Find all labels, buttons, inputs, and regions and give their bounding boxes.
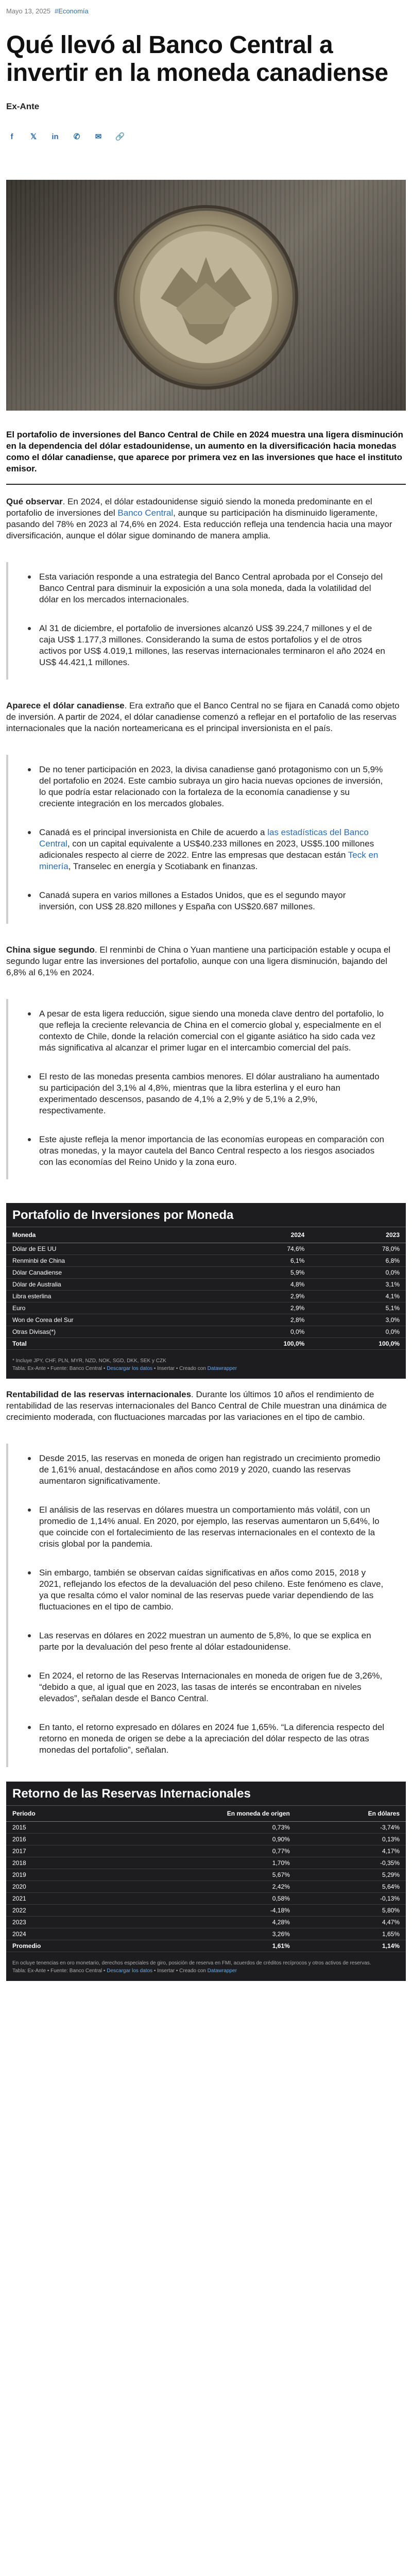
central-bank-emblem-image [6,180,406,411]
portfolio-by-currency-table [6,1203,406,1379]
table-row: 2023 4,28% 4,47% [6,1917,406,1928]
table-row: 2024 3,26% 1,65% [6,1928,406,1940]
column-header: 2024 [216,1227,311,1243]
download-data-link[interactable]: Descargar los datos [107,1366,153,1371]
copy-link-icon[interactable]: 🔗 [115,132,125,141]
paragraph-que-observar: Qué observar. En 2024, el dólar estadounidense siguió siendo la moneda predominante en el portafolio de inversiones del Banco Central, aunque su participación ha disminuido ligeramente, pasando del 78% en 2023 al 74,6% en 2024. Esta reducción refleja una tendencia hacia una mayor diversificación, aunque el dólar sigue dominando de manera amplia. [6,497,392,540]
category-tag[interactable]: #Economía [55,7,89,15]
highlight-box-4 [6,1444,406,1767]
datawrapper-link[interactable]: Datawrapper [207,1968,237,1974]
table-title: Retorno de las Reservas Internacionales [6,1782,406,1806]
table-row: 2021 0,58% -0,13% [6,1893,406,1905]
link-banco-central[interactable]: Banco Central [117,508,174,518]
list-item: Esta variación responde a una estrategia del Banco Central aprobada por el Consejo del Banco Central para disminuir la exposición a una sola moneda, dada la volatilidad del dólar en los mercados internacionales. [39,571,385,605]
table-row: 2022 -4,18% 5,80% [6,1905,406,1917]
table-row: Dólar Canadiense 5,9% 0,0% [6,1267,406,1279]
highlight-box-2 [6,755,406,924]
table-row: Won de Corea del Sur 2,8% 3,0% [6,1314,406,1326]
table-source: Tabla: Ex-Ante • Fuente: Banco Central • Descargar los datos • Insertar • Creado con Datawrapper [12,1366,237,1371]
list-item: El resto de las monedas presenta cambios menores. El dólar australiano ha aumentado su participación del 3,1% al 4,8%, mientras que la libra esterlina y el euro han experimentado descensos, pasando de 4,1% a 2,9% y de 5,1% a 2,9%, respectivamente. [39,1071,385,1116]
x-twitter-icon[interactable]: 𝕏 [30,132,37,141]
paragraph-china: China sigue segundo. El renminbi de China o Yuan mantiene una participación estable y ocupa el segundo lugar entre las inversiones del portafolio, aunque con una ligera disminución, bajando del 6,8% al 6,1% en 2024. [6,945,391,977]
table-row: 2020 2,42% 5,64% [6,1881,406,1893]
table-row: 2017 0,77% 4,17% [6,1845,406,1857]
table-row: Dólar de Australia 4,8% 3,1% [6,1279,406,1291]
column-header: En dólares [296,1806,406,1822]
list-item: Las reservas en dólares en 2022 muestran un aumento de 5,8%, lo que se explica en parte por la devaluación del peso frente al dólar estadounidense. [39,1630,385,1653]
table-row: Euro 2,9% 5,1% [6,1302,406,1314]
linkedin-icon[interactable]: in [52,132,59,141]
reserves-return-table [6,1782,406,1981]
link-estadisticas-banco-central[interactable]: las estadísticas del Banco Central [39,827,369,849]
highlight-box-1 [6,562,406,680]
share-bar [6,130,406,143]
list-item: En 2024, el retorno de las Reservas Internacionales en moneda de origen fue de 3,26%, “debido a que, al igual que en 2023, las tasas de interés se encontraban en niveles elevados”, señalan desde el Banco Central. [39,1670,385,1704]
article-author[interactable]: Ex-Ante [6,101,40,111]
column-header: Moneda [6,1227,216,1243]
table-row: Libra esterlina 2,9% 4,1% [6,1291,406,1302]
column-header: Periodo [6,1806,108,1822]
table-row: 2019 5,67% 5,29% [6,1869,406,1881]
table-row: 2015 0,73% -3,74% [6,1822,406,1834]
list-item: En tanto, el retorno expresado en dólares en 2024 fue 1,65%. “La diferencia respecto del retorno en moneda de origen se debe a la apreciación del dólar respecto de las otras monedas del portafolio”, señalan. [39,1722,385,1755]
table-source: Tabla: Ex-Ante • Fuente: Banco Central • Descargar los datos • Insertar • Creado con Datawrapper [12,1968,237,1974]
article-meta [6,0,406,15]
list-item: El análisis de las reservas en dólares muestra un comportamiento más volátil, con un promedio de 1,14% anual. En 2020, por ejemplo, las reservas aumentaron un 5,64%, lo que coincide con el fortalecimiento de las reservas internacionales en el contexto de la crisis global por la pandemia. [39,1504,385,1550]
table-row: 2016 0,90% 0,13% [6,1834,406,1845]
table-title: Portafolio de Inversiones por Moneda [6,1203,406,1227]
column-header: 2023 [311,1227,406,1243]
facebook-icon[interactable]: f [10,132,13,141]
paragraph-rentabilidad: Rentabilidad de las reservas internacionales. Durante los últimos 10 años el rendimiento de rentabilidad de las reservas internacionales del Banco Central de Chile muestran una dinámica de crecimiento moderada, con fluctuaciones marcadas por las variaciones en el tipo de cambio. [6,1389,387,1422]
table-row: Dólar de EE UU 74,6% 78,0% [6,1243,406,1255]
whatsapp-icon[interactable]: ✆ [73,132,80,141]
list-item: Sin embargo, también se observan caídas significativas en años como 2015, 2018 y 2021, reflejando los efectos de la devaluación del peso chileno. Este fenómeno es clave, ya que resalta cómo el valor nominal de las reservas puede variar dependiendo de las fluctuaciones en el tipo de cambio. [39,1567,385,1613]
list-item: Este ajuste refleja la menor importancia de las economías europeas en comparación con otras monedas, y la mayor cautela del Banco Central respecto a los riesgos asociados con las economías del Reino Unido y la zona euro. [39,1134,385,1168]
table-row: Otras Divisas(*) 0,0% 0,0% [6,1326,406,1338]
article-title: Qué llevó al Banco Central a invertir en la moneda canadiense [6,31,388,87]
paragraph-dolar-canadiense: Aparece el dólar canadiense. Era extraño que el Banco Central no se fijara en Canadá como objeto de inversión. A partir de 2024, el dólar canadiense comenzó a reflejar en el portafolio de las reservas internacionales que la nación norteamericana es el principal inversionista en el país. [6,701,400,733]
column-header: En moneda de origen [108,1806,296,1822]
table-total-row: Promedio 1,61% 1,14% [6,1940,406,1952]
list-item: Desde 2015, las reservas en moneda de origen han registrado un crecimiento promedio de 1,61% anual, destacándose en años como 2019 y 2020, cuando las reservas aumentaron significativamente. [39,1453,385,1487]
datawrapper-link[interactable]: Datawrapper [207,1366,237,1371]
link-teck-mineria[interactable]: Teck en minería [39,850,379,871]
table-total-row: Total 100,0% 100,0% [6,1338,406,1350]
list-item: A pesar de esta ligera reducción, sigue siendo una moneda clave dentro del portafolio, lo que refleja la creciente relevancia de China en el comercio global y, especialmente en el contexto de Chile, donde la relación comercial con el gigante asiático ha sido cada vez más significativa al alcanzar el primer lugar en el intercambio comercial del país. [39,1008,385,1054]
table-footnote: En ocluye tenencias en oro monetario, derechos especiales de giro, posición de reserva en FMI, acuerdos de créditos recíprocos y otros activos de reservas. [12,1960,371,1966]
table-footnote: * Incluye JPY, CHF, PLN, MYR, NZD, NOK, SGD, DKK, SEK y CZK [12,1358,166,1364]
hero-image [6,180,406,411]
list-item: De no tener participación en 2023, la divisa canadiense ganó protagonismo con un 5,9% del portafolio en 2024. Este cambio subraya un giro hacia nuevas opciones de inversión, lo que podría estar relacionado con la fortaleza de la economía canadiense y su creciente integración en los mercados globales. [39,764,385,809]
download-data-link[interactable]: Descargar los datos [107,1968,153,1974]
email-icon[interactable]: ✉ [95,132,102,141]
publish-date: Mayo 13, 2025 [6,7,51,15]
lead-divider [6,484,406,485]
list-item: Canadá es el principal inversionista en Chile de acuerdo a las estadísticas del Banco Central, con un capital equivalente a US$40.233 millones en 2023, US$5.100 millones adicionales respecto al cierre de 2022. Entre las empresas que destacan están Teck en minería, Transelec en energía y Scotiabank en finanzas. [39,827,385,872]
list-item: Al 31 de diciembre, el portafolio de inversiones alcanzó US$ 39.224,7 millones y el de caja US$ 1.177,3 millones. Considerando la suma de estos portafolios y el de otros activos por US$ 4.019,1 millones, las reservas internacionales terminaron el año 2024 en US$ 44.421,1 millones. [39,623,385,667]
table-row: 2018 1,70% -0,35% [6,1857,406,1869]
list-item: Canadá supera en varios millones a Estados Unidos, que es el segundo mayor inversión, con US$ 28.820 millones y España con US$20.687 millones. [39,890,385,912]
table-row: Renminbi de China 6,1% 6,8% [6,1255,406,1267]
article-lead: El portafolio de inversiones del Banco Central de Chile en 2024 muestra una ligera disminución en la dependencia del dólar estadounidense, un aumento en la diversificación hacia monedas como el dólar canadiense, que aparece por primera vez en las inversiones que hace el instituto emisor. [6,430,403,473]
highlight-box-3 [6,999,406,1179]
